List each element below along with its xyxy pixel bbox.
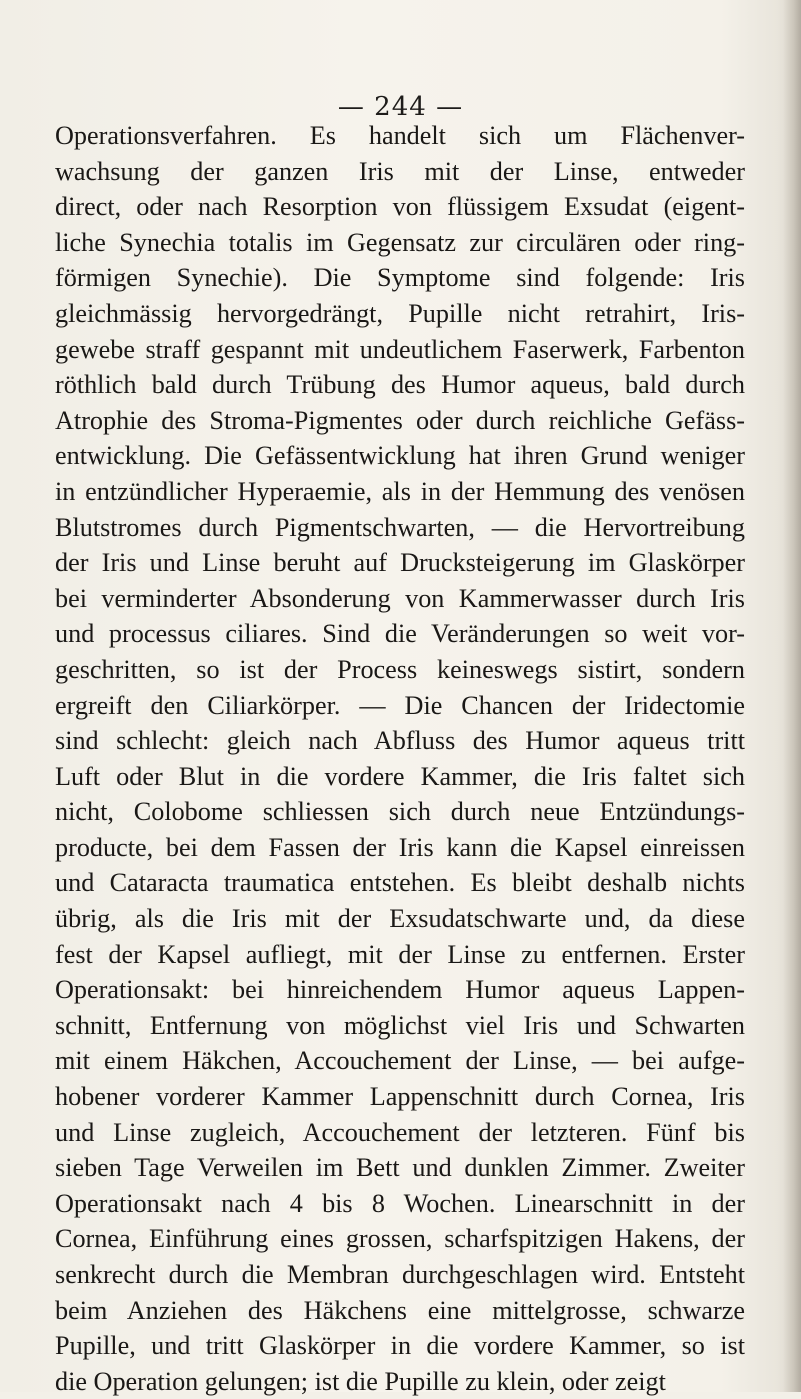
text-line: beim Anziehen des Häkchens eine mittelgrosse, schwarze [55,1295,745,1325]
body-text [55,118,745,1399]
text-line: und Linse zugleich, Accouchement der letzteren. Fünf bis [55,1117,745,1147]
page-number: — 244 — [337,92,464,122]
text-line: entwicklung. Die Gefässentwicklung hat ihren Grund weniger [55,441,745,471]
text-line: hobener vorderer Kammer Lappenschnitt durch Cornea, Iris [55,1082,745,1112]
text-line: in entzündlicher Hyperaemie, als in der Hemmung des venösen [55,476,745,506]
text-line: Cornea, Einführung eines grossen, scharfspitzigen Hakens, der [55,1224,745,1254]
text-line: der Iris und Linse beruht auf Drucksteigerung im Glaskörper [55,548,745,578]
text-line: bei verminderter Absonderung von Kammerwasser durch Iris [55,583,745,613]
text-line: fest der Kapsel aufliegt, mit der Linse zu entfernen. Erster [55,939,745,969]
text-line: und Cataracta traumatica entstehen. Es bleibt deshalb nichts [55,868,745,898]
text-line: producte, bei dem Fassen der Iris kann die Kapsel einreissen [55,832,745,862]
text-line: gleichmässig hervorgedrängt, Pupille nicht retrahirt, Iris- [55,298,745,328]
text-line: sieben Tage Verweilen im Bett und dunklen Zimmer. Zweiter [55,1153,745,1183]
text-line: Atrophie des Stroma-Pigmentes oder durch reichliche Gefäss- [55,405,745,435]
text-line: Operationsverfahren. Es handelt sich um Flächenver- [55,121,745,150]
text-line: gewebe straff gespannt mit undeutlichem Faserwerk, Farbenton [55,334,745,364]
text-line: schnitt, Entfernung von möglichst viel Iris und Schwarten [55,1010,745,1040]
text-line: Pupille, und tritt Glaskörper in die vordere Kammer, so ist [55,1331,745,1361]
text-line: wachsung der ganzen Iris mit der Linse, entweder [55,156,745,186]
text-line: nicht, Colobome schliessen sich durch neue Entzündungs- [55,797,745,827]
text-line: röthlich bald durch Trübung des Humor aqueus, bald durch [55,370,745,400]
text-line: ergreift den Ciliarkörper. — Die Chancen der Iridectomie [55,690,745,720]
text-line: förmigen Synechie). Die Symptome sind folgende: Iris [55,263,745,293]
text-line: und processus ciliares. Sind die Veränderungen so weit vor- [55,619,745,649]
text-line: senkrecht durch die Membran durchgeschlagen wird. Entsteht [55,1260,745,1289]
text-line: Operationsakt: bei hinreichendem Humor aqueus Lappen- [55,975,745,1005]
text-line: mit einem Häkchen, Accouchement der Linse, — bei aufge- [55,1046,745,1076]
text-line: Blutstromes durch Pigmentschwarten, — die Hervortreibung [55,512,745,542]
text-line: Luft oder Blut in die vordere Kammer, die Iris faltet sich [55,761,745,791]
text-line: sind schlecht: gleich nach Abfluss des Humor aqueus tritt [55,726,745,756]
text-line: Operationsakt nach 4 bis 8 Wochen. Linearschnitt in der [55,1188,745,1218]
text-line: die Operation gelungen; ist die Pupille zu klein, oder zeigt [55,1366,666,1396]
text-line: übrig, als die Iris mit der Exsudatschwarte und, da diese [55,904,745,934]
text-line: geschritten, so ist der Process keineswegs sistirt, sondern [55,654,745,684]
page-edge-shadow [783,0,801,1392]
text-line: liche Synechia totalis im Gegensatz zur circulären oder ring- [55,227,745,257]
text-line: direct, oder nach Resorption von flüssigem Exsudat (eigent- [55,192,745,222]
